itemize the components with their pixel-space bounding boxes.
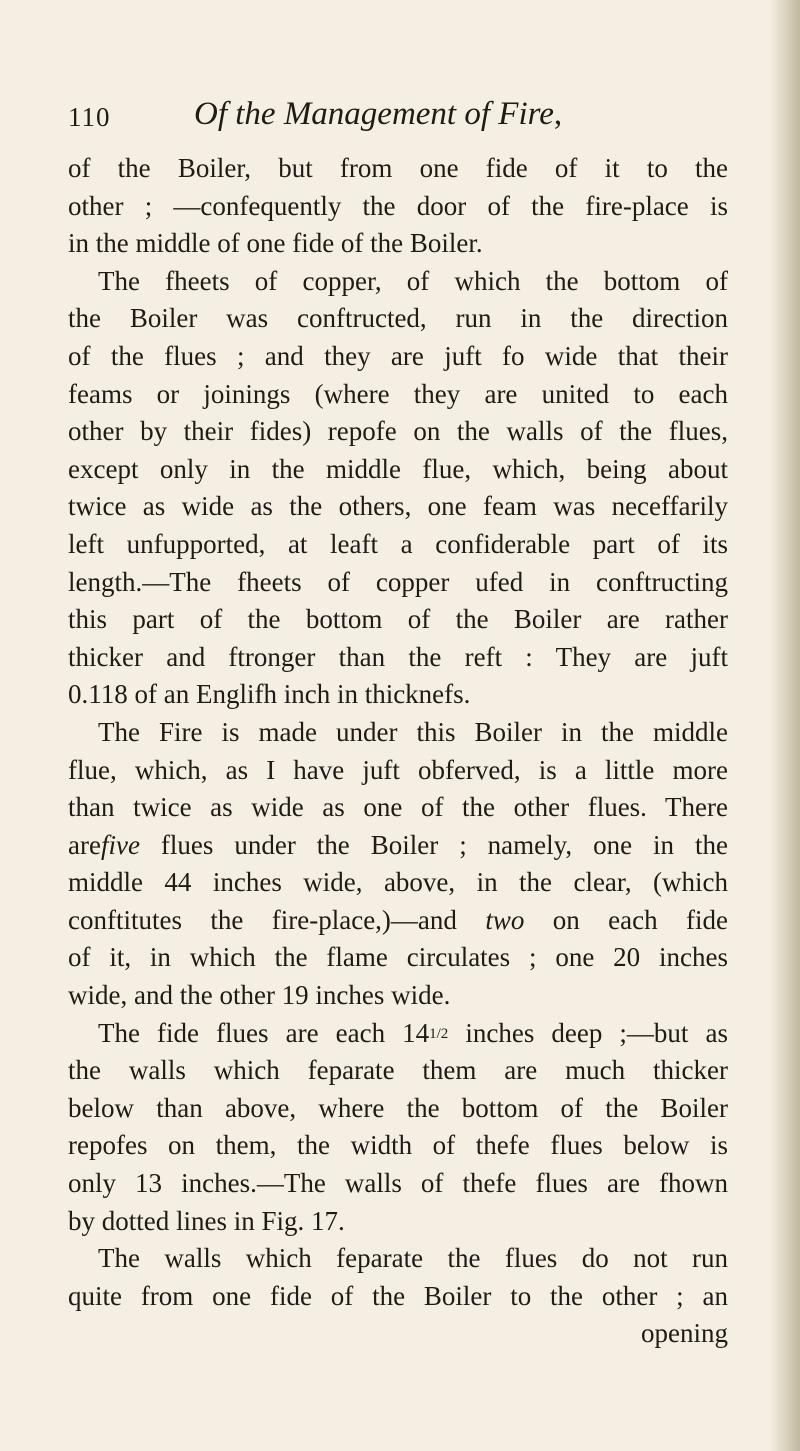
text-line: left unfupported, at leaft a confiderable part of its [68,528,728,559]
text-line-italic: two [485,904,525,935]
text-line: quite from one fide of the Boiler to the other ; an [68,1280,728,1311]
text-line: The walls which feparate the flues do not run [98,1243,728,1274]
text-line: of it, in which the flame circulates ; one 20 inches [68,942,728,973]
running-title-punct: , [553,96,563,132]
text-line: below than above, where the bottom of the Boiler [68,1092,728,1123]
text-line: only 13 inches.—The walls of thefe flues are fhown [68,1168,728,1199]
text-line-part: inches deep ;—but as [448,1017,728,1048]
running-title-prefix: Of the Management of [194,96,499,132]
text-line [68,902,728,940]
text-line: except only in the middle flue, which, being about [68,453,728,484]
running-title-word: Fire [498,96,554,132]
text-line: 0.118 of an Englifh inch in thicknefs. [68,679,471,710]
text-line: length.—The fheets of copper ufed in conftructing [68,566,728,597]
text-line: The Fire is made under this Boiler in the middle [98,716,728,747]
text-line-part: flues under the Boiler ; namely, one in the [139,829,728,860]
running-head [68,96,708,146]
text-line: other ; —confequently the door of the fire-place is [68,190,728,221]
text-line: flue, which, as I have juft obferved, is a little more [68,754,728,785]
text-line-part: The fide flues are each 14 [98,1017,430,1048]
text-line: feams or joinings (where they are united to each [68,378,728,409]
text-line-part: are [68,829,101,860]
text-line-italic: five [100,829,140,860]
page-edge-shadow [770,0,800,1451]
text-line: repofes on them, the width of thefe flues below is [68,1130,728,1161]
text-line: twice as wide as the others, one feam was neceffarily [68,491,728,522]
text-line: by dotted lines in Fig. 17. [68,1205,345,1236]
text-line: of the Boiler, but from one fide of it to the [68,153,728,183]
text-line: thicker and ftronger than the reft : They are juft [68,641,728,672]
text-line: wide, and the other 19 inches wide. [68,980,451,1011]
text-line [68,1015,728,1053]
text-line: than twice as wide as one of the other flues. There [68,792,728,823]
fraction: 1/2 [429,1025,449,1042]
text-line [68,827,728,865]
catchword: opening [641,1318,728,1349]
text-line: The fheets of copper, of which the bottom of [98,265,728,296]
text-line: the Boiler was conftructed, run in the direction [68,303,728,334]
running-title [194,96,562,133]
text-line: in the middle of one fide of the Boiler. [68,228,483,259]
text-line-part: on each fide [524,904,728,935]
text-line: other by their fides) repofe on the walls of the flues, [68,416,728,447]
body-text [68,150,728,1353]
page-number: 110 [68,102,111,132]
text-line-part: conftitutes the fire-place,)—and [68,904,486,935]
text-line: the walls which feparate them are much thicker [68,1055,728,1086]
text-line: middle 44 inches wide, above, in the clear, (which [68,867,728,898]
text-line: of the flues ; and they are juft fo wide that their [68,340,728,371]
text-line: this part of the bottom of the Boiler are rather [68,604,728,635]
